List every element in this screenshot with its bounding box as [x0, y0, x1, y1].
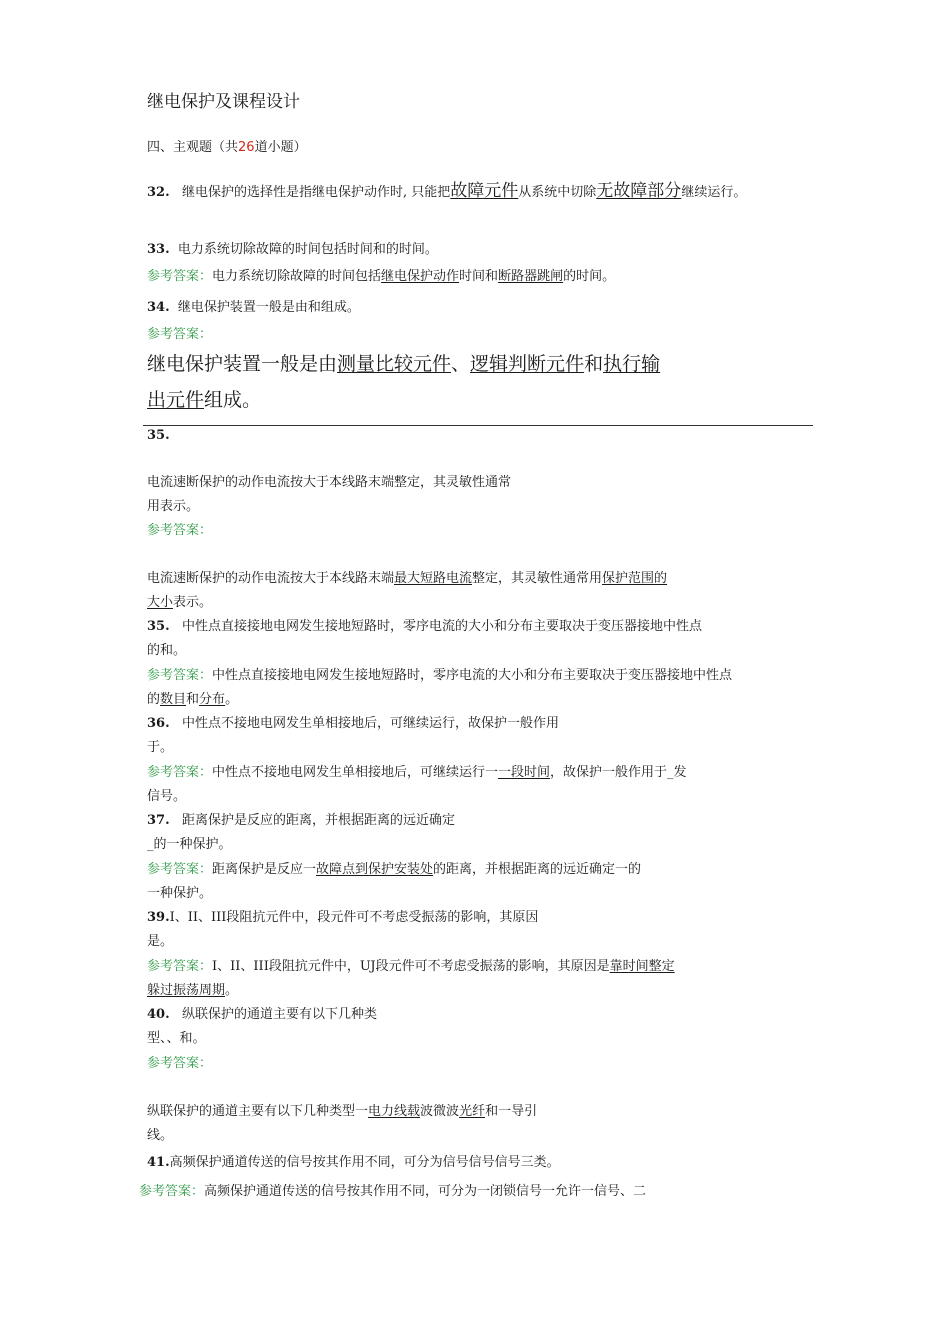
question-number: 34.: [147, 300, 170, 315]
answer-label: 参考答案：: [147, 269, 213, 284]
question-text: 电力系统切除故障的时间包括时间和的时间。: [177, 242, 438, 257]
question-33: [147, 241, 438, 259]
answer-text: 和: [186, 692, 200, 707]
answer-underline: 靠时间整定: [609, 959, 675, 974]
question-36-text-2: 于。: [147, 740, 174, 755]
question-text: 高频保护通道传送的信号按其作用不同，可分为信号信号信号三类。: [169, 1155, 560, 1170]
answer-underline: 最大短路电流: [394, 571, 473, 586]
answer-40-line1: [147, 1103, 537, 1121]
answer-underline: 逻辑判断元件: [470, 353, 585, 375]
question-40-text-2: 型、、和。: [147, 1031, 206, 1046]
answer-37-line1: [147, 861, 641, 879]
answer-text: 中性点直接接地电网发生接地短路时，零序电流的大小和分布主要取决于变压器接地中性点: [212, 668, 733, 683]
question-text: 继电保护的选择性是指继电保护动作时, 只能把: [182, 185, 451, 200]
answer-33: [147, 268, 615, 286]
answer-text: 继电保护装置一般是由: [147, 353, 338, 375]
answer-underline: 无故障部分: [596, 181, 682, 201]
answer-text: 和一导引: [485, 1104, 538, 1119]
answer-text: 。: [225, 692, 239, 707]
question-text: 中性点直接接地电网发生接地短路时，零序电流的大小和分布主要取决于变压器接地中性点: [182, 619, 703, 634]
answer-underline: 分布: [199, 692, 226, 707]
answer-40-line2: 线。: [147, 1128, 174, 1143]
answer-35b-line1: [147, 667, 732, 685]
answer-text: 纵联保护的通道主要有以下几种类型一: [147, 1104, 369, 1119]
answer-text: 高频保护通道传送的信号按其作用不同，可分为一闭锁信号一允许一信号、二: [204, 1184, 647, 1199]
answer-text: 中性点不接地电网发生单相接地后，可继续运行一: [212, 765, 499, 780]
answer-underline: 故障元件: [450, 181, 519, 201]
question-35a-text-1: 电流速断保护的动作电流按大于本线路末端整定，其灵敏性通常: [147, 475, 512, 490]
answer-underline: 断路器跳闸: [498, 269, 564, 284]
question-text: 继电保护装置一般是由和组成。: [177, 300, 360, 315]
answer-text: 时间和: [459, 269, 499, 284]
answer-text: 组成。: [204, 389, 262, 411]
answer-text: 距离保护是反应一: [212, 862, 317, 877]
answer-text: 、: [451, 353, 471, 375]
answer-37-line2: 一种保护。: [147, 886, 213, 901]
question-35a-text-2: 用表示。: [147, 499, 200, 514]
answer-underline: 数目: [160, 692, 187, 707]
answer-text: 表示。: [173, 595, 213, 610]
question-number: 39.: [147, 910, 170, 925]
answer-underline: 一段时间: [498, 765, 551, 780]
question-39-text-2: 是。: [147, 934, 174, 949]
answer-39-line2: [147, 982, 238, 1000]
answer-text: 的距离，并根据距离的远近确定一的: [433, 862, 642, 877]
question-text: 中性点不接地电网发生单相接地后，可继续运行，故保护一般作用: [182, 716, 560, 731]
answer-label: 参考答案：: [147, 327, 213, 342]
question-text: 纵联保护的通道主要有以下几种类: [182, 1007, 378, 1022]
question-41: [147, 1154, 560, 1172]
answer-36-line1: [147, 764, 687, 782]
answer-36-line2: 信号。: [147, 789, 187, 804]
answer-underline: 载: [407, 1104, 421, 1119]
answer-34-line2: [147, 387, 261, 413]
question-number: 41.: [147, 1155, 170, 1170]
answer-label: 参考答案：: [147, 523, 213, 538]
answer-label: 参考答案：: [147, 959, 213, 974]
answer-underline: 执行输: [603, 353, 661, 375]
answer-underline: 躲过振荡周期: [147, 983, 226, 998]
answer-underline: 光纤: [459, 1104, 486, 1119]
section-heading: [147, 139, 307, 157]
question-number: 32.: [147, 185, 170, 200]
answer-text: I、II、III段阻抗元件中，UJ段元件可不考虑受振荡的影响，其原因是: [212, 959, 610, 974]
answer-text: 电流速断保护的动作电流按大于本线路末端: [147, 571, 395, 586]
question-40: [147, 1006, 377, 1024]
answer-underline: 电力线: [368, 1104, 408, 1119]
answer-underline: 测量比较元件: [337, 353, 452, 375]
question-37: [147, 812, 455, 830]
answer-label: 参考答案：: [147, 668, 213, 683]
question-39: [147, 909, 538, 927]
question-count: 26: [238, 140, 255, 155]
question-36: [147, 715, 559, 733]
answer-text: 。: [225, 983, 239, 998]
answer-text: 整定，其灵敏性通常用: [472, 571, 603, 586]
answer-underline: 保护范围的: [602, 571, 668, 586]
answer-34-line1: [147, 351, 660, 377]
answer-41-line1: [139, 1183, 646, 1201]
answer-35a-line2: [147, 594, 212, 612]
answer-underline: 大小: [147, 595, 174, 610]
answer-35b-line2: [147, 691, 238, 709]
question-text: 从系统中切除: [518, 185, 597, 200]
answer-underline: 故障点到保护安装处: [316, 862, 434, 877]
answer-39-line1: [147, 958, 675, 976]
question-34: [147, 299, 360, 317]
question-number: 36.: [147, 716, 170, 731]
question-32: [147, 182, 746, 202]
question-number: 35.: [147, 619, 170, 634]
question-number: 37.: [147, 813, 170, 828]
question-text: 继续运行。: [681, 185, 747, 200]
question-text: I、II、III段阻抗元件中，段元件可不考虑受振荡的影响，其原因: [169, 910, 539, 925]
section-suffix: 道小题）: [254, 140, 307, 155]
question-number: 35.: [147, 428, 170, 443]
answer-35a-line1: [147, 570, 667, 588]
answer-label: 参考答案：: [139, 1184, 205, 1199]
question-35b: [147, 618, 702, 636]
answer-text: 波微波: [420, 1104, 460, 1119]
answer-text: 电力系统切除故障的时间包括: [212, 269, 382, 284]
question-text: 距离保护是反应的距离，并根据距离的远近确定: [182, 813, 456, 828]
horizontal-rule: [143, 425, 813, 426]
answer-underline: 继电保护动作: [381, 269, 460, 284]
question-number: 33.: [147, 242, 170, 257]
answer-underline: 出元件: [147, 389, 205, 411]
section-prefix: 四、主观题（共: [147, 140, 239, 155]
question-35b-text-2: 的和。: [147, 643, 187, 658]
question-number: 40.: [147, 1007, 170, 1022]
document-title: 继电保护及课程设计: [147, 92, 300, 112]
answer-text: ，故保护一般作用于_发: [550, 765, 687, 780]
question-37-text-2: _的一种保护。: [147, 837, 232, 852]
answer-label: 参考答案：: [147, 765, 213, 780]
answer-label: 参考答案：: [147, 862, 213, 877]
answer-text: 和: [584, 353, 604, 375]
answer-text: 的: [147, 692, 161, 707]
answer-text: 的时间。: [563, 269, 616, 284]
answer-label: 参考答案：: [147, 1056, 213, 1071]
